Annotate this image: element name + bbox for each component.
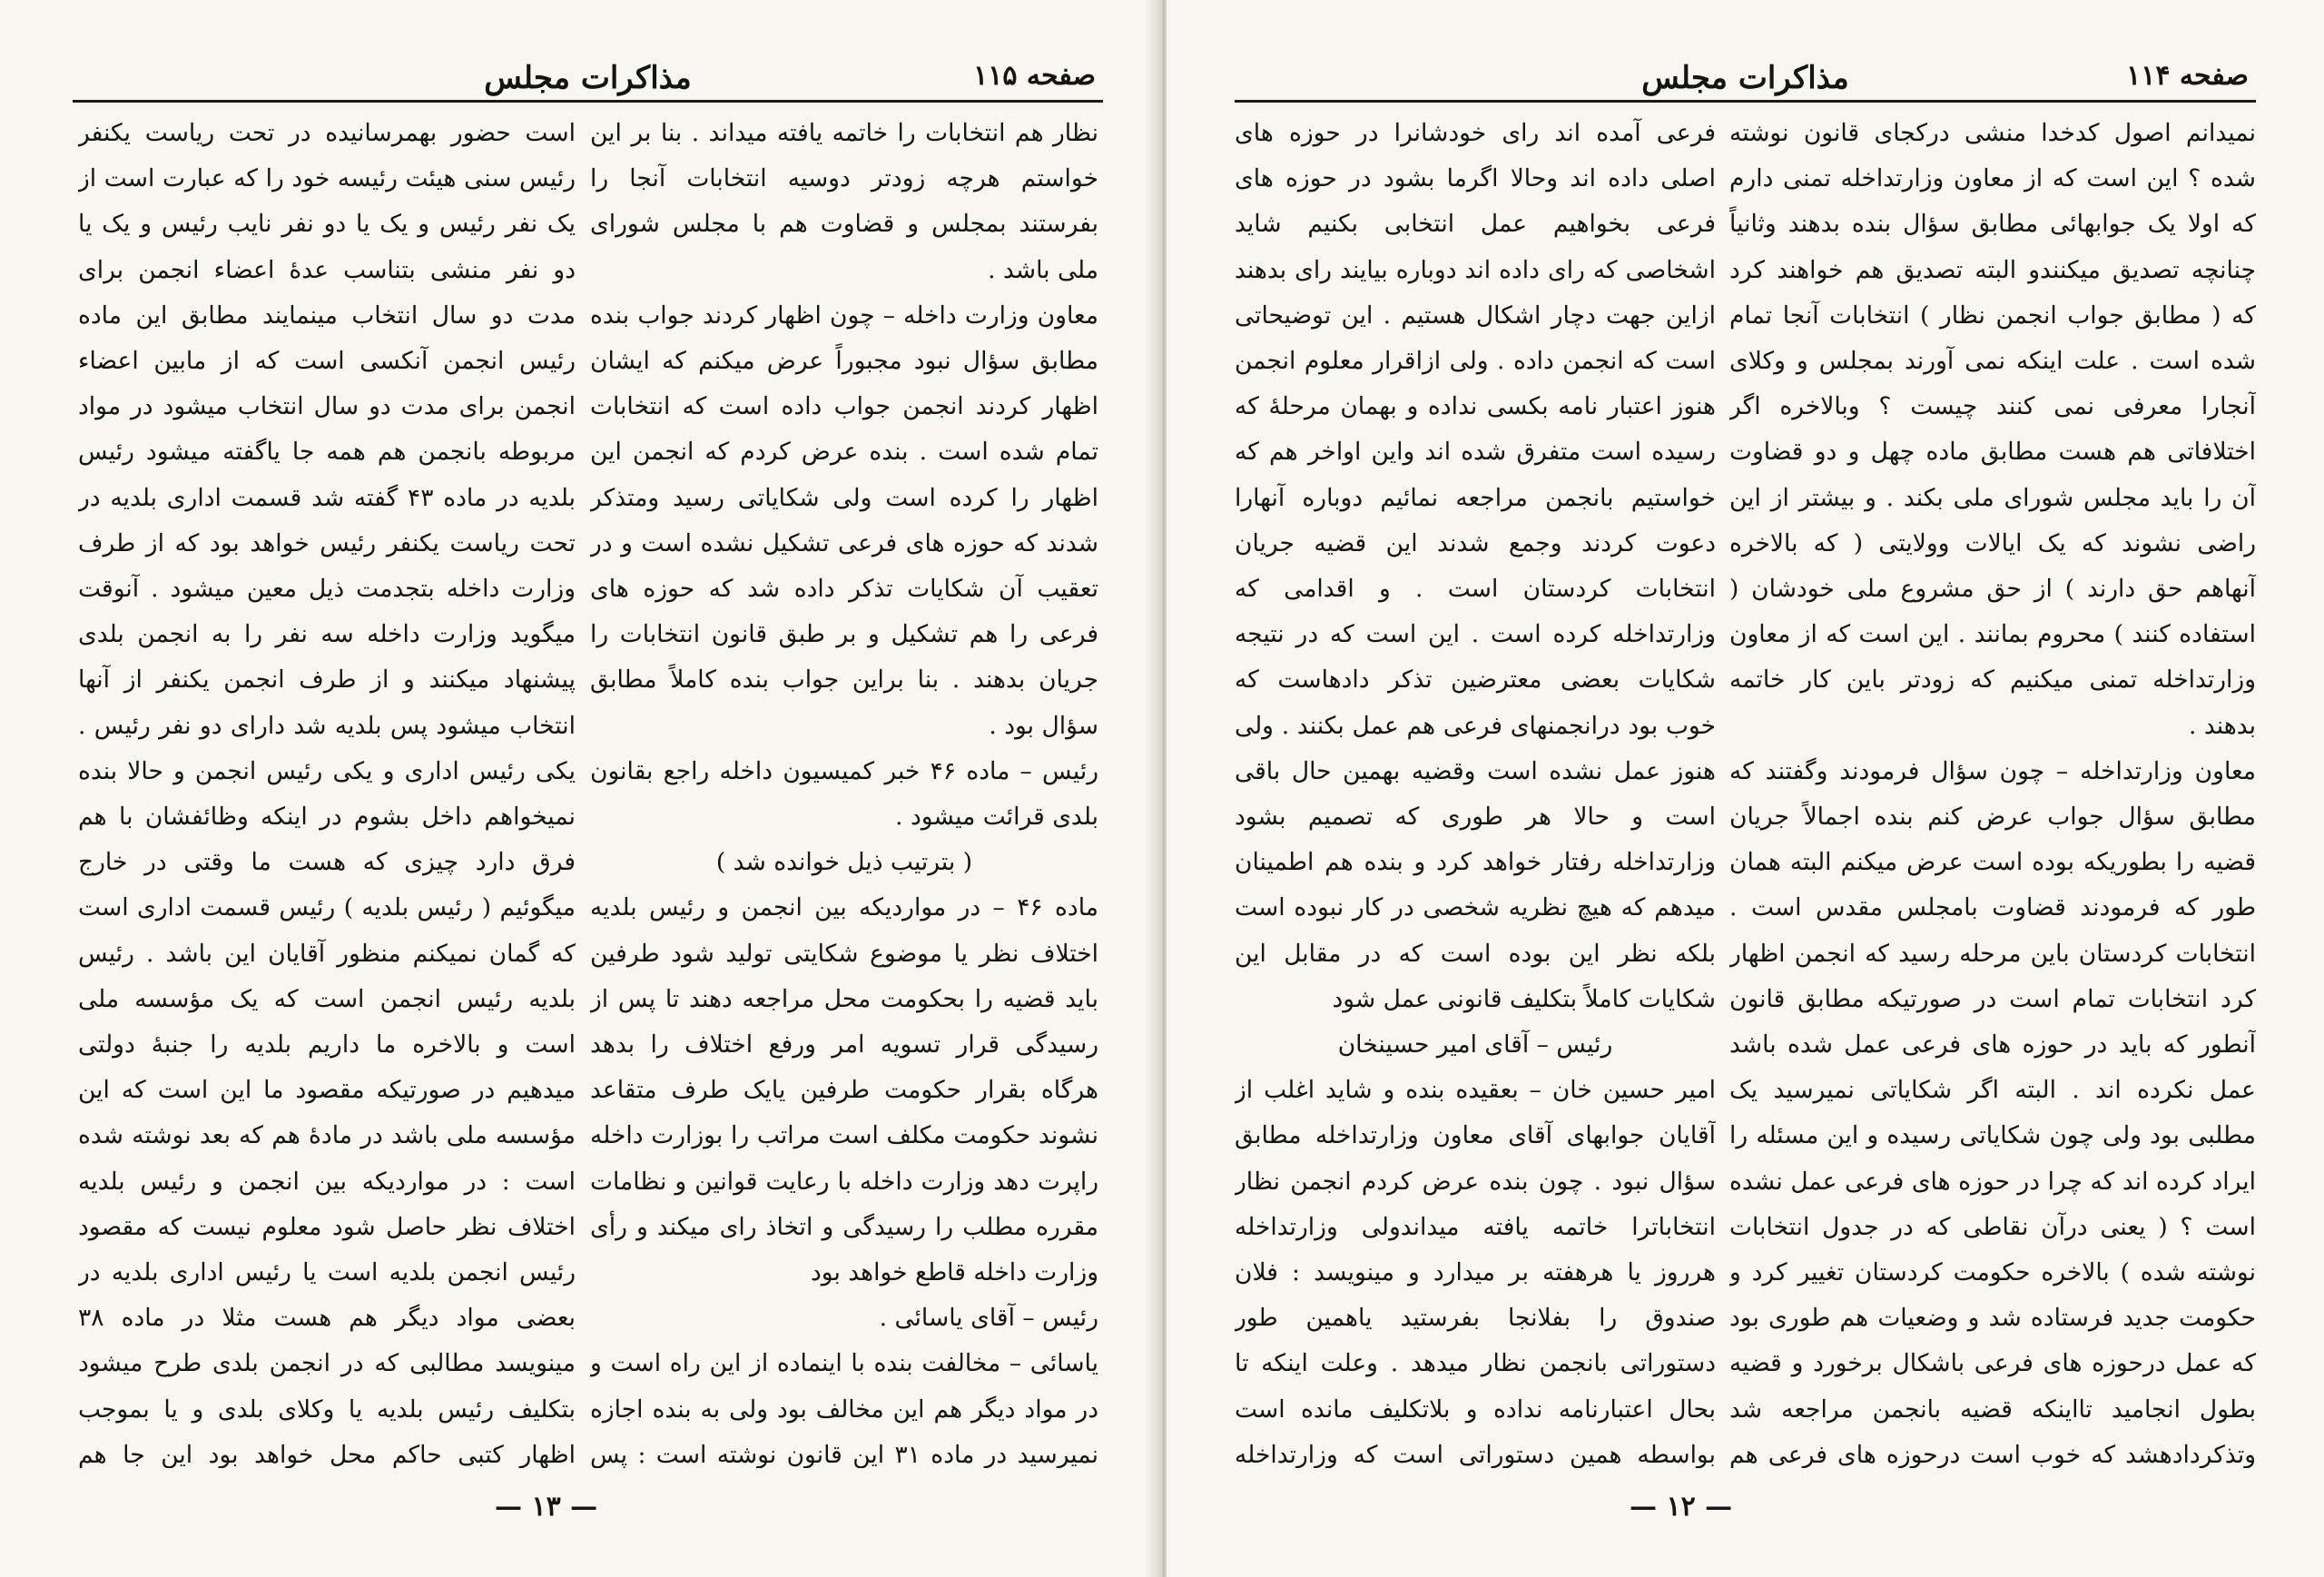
paragraph: ماده ۴۶ – در مواردیکه بین انجمن و رئیس بلدیه اختلاف نظر یا موضوع شکایتی تولید شود طرفین باید قضیه را بحکومت محل مراجعه دهند تا پس از رسیدگی قرار تسویه امر ورفع اختلاف را بدهد هرگاه بقرار حکومت طرفین یایک طرف متقاعد نشوند حکومت مکلف است مراتب را بوزارت داخله راپرت دهد وزارت داخله با رعایت قوانین و نظامات مقرره مطلب را رسیدگی و اتخاذ رای میکند و رأی وزارت داخله قاطع خواهد بود [590,893,1098,1287]
paragraph: امیر حسین خان – بعقیده بنده و شاید اغلب از آقایان جوابهای آقای معاون وزارتداخله مطابق سؤال نبود . چون بنده عرض کردم انجمن نظار انتخاباترا خاتمه یافته میداندولی وزارتداخله هرروز یا هرهفته بر میدارد و مینویسد : فلان صندوق را بفلانجا بفرستید یاهمین طور دستوراتی بانجمن نظار میدهد . وعلت اینکه تا بحال اعتبارنامه نداده و بلاتکلیف مانده است بواسطه همین دستوراتی است که وزارتداخله [1235,1076,1716,1468]
paragraph: رئیس – آقای امیر حسینخان [1337,1030,1613,1060]
page-number-label: صفحه ۱۱۵ [973,60,1096,92]
paragraph: فرعی آمده اند رای خودشانرا در حوزه های اصلی داده اند وحالا اگرما بشود در حوزه های فرعی بخواهیم عمل انتخابی بکنیم شاید اشخاصی که رای داده اند دوباره بیایند رای بدهند ازاین جهت دچار اشکال هستیم . این توضیحاتی است که انجمن داده . ولی ازاقرار معلوم انجمن هنوز اعتبار نامه بکسی نداده و بهمان مرحلهٔ که رسیده است متفرق شده اند واین اواخر هم که خواستیم بانجمن مراجعه نمائیم دوباره آنهارا دعوت کردند وجمع شدند این قضیه جریان انتخابات کردستان است . و اقدامی که وزارتداخله کرده است . این است که در نتیجه شکایات بعضی معترضین تذکر دادهاست که خوب بود درانجمنهای فرعی هم عمل بکنند . ولی هنوز عمل نشده است وقضیه بهمین حال باقی است و حالا هر طوری که تصمیم بشود وزارتداخله رفتار خواهد کرد و بنده هم اطمینان میدهم که هیچ نظریه شخصی در کار نبوده است بلکه نظر این بوده است که در مقابل این شکایات کاملاً بتکلیف قانونی عمل شود [1235,119,1716,1013]
column-left [78,111,576,1468]
paragraph: رئیس – ماده ۴۶ خبر کمیسیون داخله راجع بقانون بلدی قرائت میشود . [590,756,1098,832]
paragraph: ( بترتیب ذیل خوانده شد ) [715,848,973,877]
running-header [1235,56,2256,103]
column-right [590,111,1098,1468]
header-title: مذاکرات مجلس [1641,60,1849,96]
folio-number: — ۱۲ — [1630,1491,1733,1523]
paragraph: رئیس – آقای یاسائی . [879,1304,1098,1333]
column-left [1235,111,1716,1468]
paragraph: معاون وزارتداخله – چون سؤال فرمودند وگفتند که مطابق سؤال جواب عرض کنم بنده اجمالاً جریان قضیه را بطوریکه بوده است عرض میکنم البته همان طور که فرمودند قضاوت بامجلس مقدس است . انتخابات کردستان باین مرحله رسید که انجمن اظهار کرد انتخابات تمام است در صورتیکه مطابق قانون آنطور که باید در حوزه های فرعی عمل شده باشد عمل نکرده اند . البته اگر شکایاتی نمیرسید یک مطلبی بود ولی چون شکایاتی رسیده و این مسئله را ایراد کرده اند که چرا در حوزه های فرعی عمل نشده است ؟ ( یعنی درآن نقاطی که در جدول انتخابات نوشته شده ) بالاخره حکومت کردستان تغییر کرد و حکومت جدید فرستاده شد و وضعیات هم طوری بود که عمل درحوزه های فرعی باشکال برخورد و قضیه بطول انجامید تااینکه قضیه بانجمن مراجعه شد وتذکردادهشد که خوب است درحوزه های فرعی هم [1729,756,2256,1468]
paragraph: نظار هم انتخابات را خاتمه یافته میداند . بنا بر این خواستم هرچه زودتر دوسیه انتخابات آنجا را بفرستند بمجلس و قضاوت هم با مجلس شورای ملی باشد . [590,119,1098,284]
page-114 [1167,0,2324,1577]
column-right [1729,111,2256,1468]
paragraph: است حضور بهمرسانیده در تحت ریاست یکنفر رئیس سنی هیئت رئیسه خود را که عبارت است از یک نفر رئیس و یک یا دو نفر نایب رئیس و یک یا دو نفر منشی بتناسب عدهٔ اعضاء انجمن برای مدت دو سال انتخاب مینمایند مطابق این ماده رئیس انجمن آنکسی است که از مابین اعضاء انجمن برای مدت دو سال انتخاب میشود در مواد مربوطه بانجمن هم همه جا یاگفته میشود رئیس بلدیه در ماده ۴۳ گفته شد قسمت اداری بلدیه در تحت ریاست یکنفر رئیس خواهد بود که از طرف وزارت داخله بتجدمت ذیل معین میشود . آنوقت میگوید وزارت داخله سه نفر را به انجمن بلدی پیشنهاد میکنند و از طرف انجمن یکنفر از آنها انتخاب میشود پس بلدیه شد دارای دو نفر رئیس . یکی رئیس اداری و یکی رئیس انجمن و حالا بنده نمیخواهم داخل بشوم در اینکه وظائفشان با هم فرق دارد چیزی که هست ما وقتی در خارج میگوئیم ( رئیس بلدیه ) رئیس قسمت اداری است که گمان نمیکنم منظور آقایان این باشد . رئیس بلدیه رئیس انجمن است که یک مؤسسه ملی است و بالاخره ما داریم بلدیه را جنبهٔ دولتی میدهیم در صورتیکه مقصود ما این است که این مؤسسه ملی باشد در مادهٔ هم که بعد نوشته شده است : در مواردیکه بین انجمن و رئیس بلدیه اختلاف نظر حاصل شود معلوم نیست که مقصود رئیس انجمن بلدیه است یا رئیس اداری بلدیه در بعضی مواد دیگر هم هست مثلا در ماده ۳۸ مینویسد مطالبی که در انجمن بلدی طرح میشود بتکلیف رئیس بلدیه یا وکلای بلدی و یا بموجب اظهار کتبی حاکم محل خواهد بود این جا هم [78,119,576,1468]
header-title: مذاکرات مجلس [484,60,692,96]
paragraph: یاسائی – مخالفت بنده با اینماده از این راه است و در مواد دیگر هم این مخالف بود ولی به بنده اجازه نمیرسید در ماده ۳۱ این قانون نوشته است : پس [590,1349,1098,1468]
paragraph: نمیدانم اصول کدخدا منشی درکجای قانون نوشته شده ؟ این است که از معاون وزارتداخله تمنی دارم که اولا یک جوابهائی مطابق سؤال بنده بدهند وثانیاً چنانچه تصدیق میکنندو البته تصدیق هم خواهند کرد که ( مطابق جواب انجمن نظار ) انتخابات آنجا تمام شده است . علت اینکه نمی آورند بمجلس و وکلای آنجارا معرفی نمی کنند چیست ؟ وبالاخره اگر اختلافاتی هم هست مطابق ماده چهل و دو قضاوت آن را باید مجلس شورای ملی بکند . و بیشتر از این راضی نشوند که یک ایالات وولایتی ( که بالاخره آنهاهم حق دارند ) از حق مشروع ملی خودشان ( استفاده کنند ) محروم بمانند . این است که از معاون وزارتداخله تمنی میکنیم که زودتر باین کار خاتمه بدهند . [1729,119,2256,740]
paragraph: معاون وزارت داخله – چون اظهار کردند جواب بنده مطابق سؤال نبود مجبوراً عرض میکنم که ایشان اظهار کردند انجمن جواب داده است که انتخابات تمام شده است . بنده عرض کردم که انجمن این اظهار را کرده است ولی شکایاتی رسید ومتذکر شدند که حوزه های فرعی تشکیل نشده است و در تعقیب آن شکایات تذکر داده شد که حوزه های فرعی را هم تشکیل و بر طبق قانون انتخابات را جریان بدهند . بنا براین جواب بنده کاملاً مطابق سؤال بود . [590,301,1098,740]
folio-number: — ۱۳ — [495,1491,598,1523]
running-header [73,56,1103,103]
page-number-label: صفحه ۱۱۴ [2126,60,2249,92]
page-115 [0,0,1157,1577]
